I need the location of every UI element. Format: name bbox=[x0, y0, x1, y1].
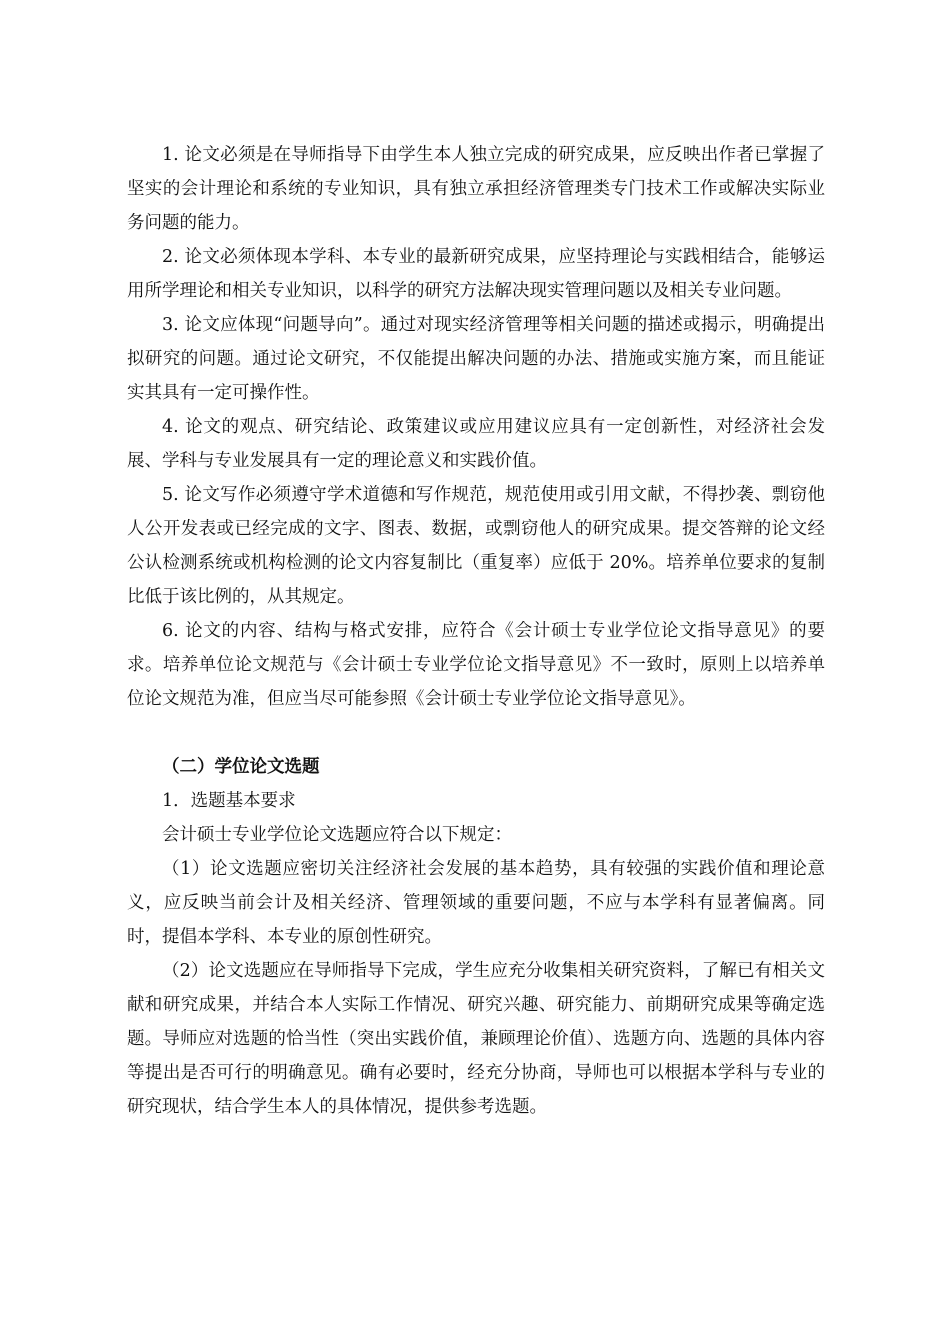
requirement-item-1: 1. 论文必须是在导师指导下由学生本人独立完成的研究成果，应反映出作者已掌握了坚实的会计理论和系统的专业知识，具有独立承担经济管理类专门技术工作或解决实际业务问题的能力。 bbox=[127, 145, 825, 233]
document-body bbox=[127, 138, 825, 1124]
section-intro: 会计硕士专业学位论文选题应符合以下规定： bbox=[162, 825, 512, 845]
requirement-item-5: 5. 论文写作必须遵守学术道德和写作规范，规范使用或引用文献，不得抄袭、剽窃他人公开发表或已经完成的文字、图表、数据，或剽窃他人的研究成果。提交答辩的论文经公认检测系统或机构检测的论文内容复制比（重复率）应低于 20%。培养单位要求的复制比低于该比例的，从其规定。 bbox=[127, 485, 825, 607]
section-heading: （二）学位论文选题 bbox=[162, 757, 320, 777]
requirement-item-3: 3. 论文应体现“问题导向”。通过对现实经济管理等相关问题的描述或揭示，明确提出拟研究的问题。通过论文研究，不仅能提出解决问题的办法、措施或实施方案，而且能证实其具有一定可操作性。 bbox=[127, 315, 825, 403]
topic-rule-2: （2）论文选题应在导师指导下完成，学生应充分收集相关研究资料，了解已有相关文献和研究成果，并结合本人实际工作情况、研究兴趣、研究能力、前期研究成果等确定选题。导师应对选题的恰当性（突出实践价值，兼顾理论价值）、选题方向、选题的具体内容等提出是否可行的明确意见。确有必要时，经充分协商，导师也可以根据本学科与专业的研究现状，结合学生本人的具体情况，提供参考选题。 bbox=[127, 961, 825, 1117]
requirement-item-6: 6. 论文的内容、结构与格式安排，应符合《会计硕士专业学位论文指导意见》的要求。培养单位论文规范与《会计硕士专业学位论文指导意见》不一致时，原则上以培养单位论文规范为准，但应当尽可能参照《会计硕士专业学位论文指导意见》。 bbox=[127, 621, 825, 709]
subsection-heading: 1．选题基本要求 bbox=[162, 791, 296, 811]
requirement-item-2: 2. 论文必须体现本学科、本专业的最新研究成果，应坚持理论与实践相结合，能够运用所学理论和相关专业知识，以科学的研究方法解决现实管理问题以及相关专业问题。 bbox=[127, 247, 825, 301]
topic-rule-1: （1）论文选题应密切关注经济社会发展的基本趋势，具有较强的实践价值和理论意义，应反映当前会计及相关经济、管理领域的重要问题，不应与本学科有显著偏离。同时，提倡本学科、本专业的原创性研究。 bbox=[127, 859, 825, 947]
section-spacer bbox=[127, 716, 825, 750]
requirement-item-4: 4. 论文的观点、研究结论、政策建议或应用建议应具有一定创新性，对经济社会发展、学科与专业发展具有一定的理论意义和实践价值。 bbox=[127, 417, 825, 471]
